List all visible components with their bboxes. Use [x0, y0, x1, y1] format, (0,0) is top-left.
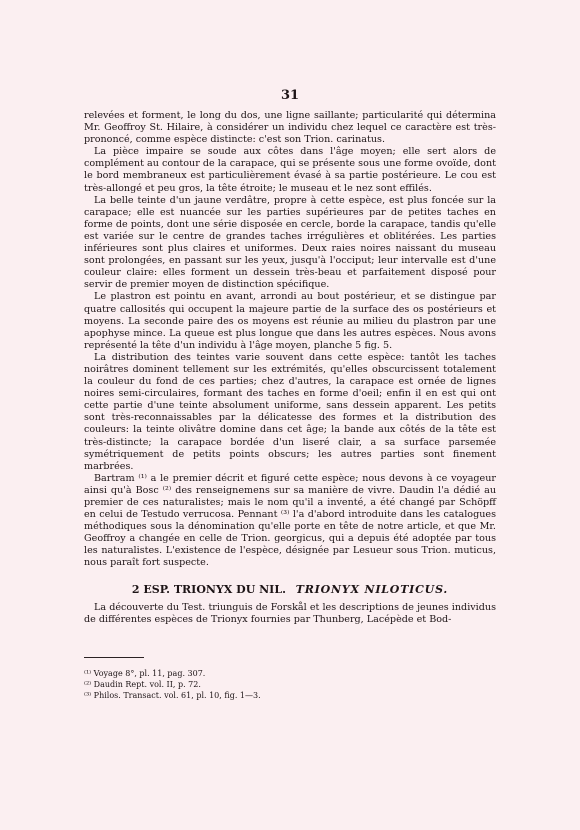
paragraph-1: relevées et forment, le long du dos, une ligne saillante; particularité qui détermina Mr. Geoffroy St. Hilaire, à considérer un individu chez lequel ce caractère est très-prononcé, comme espèce distincte: c'est son Trion. carinatus.: [84, 110, 496, 146]
footnote-2: ⁽²⁾ Daudin Rept. vol. II, p. 72.: [84, 680, 201, 689]
paragraph-3: La belle teinte d'un jaune verdâtre, propre à cette espèce, est plus foncée sur la carapace; elle est nuancée sur les parties supérieures par de petites taches en forme de points, dont une série disposée en cercle, borde la carapace, tandis qu'elle est variée sur le centre de grandes taches irrégulières et oblitérées. Les parties inférieures sont plus claires et uniformes. Deux raies noires naissant du museau sont prolongées, en passant sur les yeux, jusqu'à l'occiput; leur intervalle est d'une couleur claire: elles forment un dessein très-beau et parfaitement disposé pour servir de premier moyen de distinction spécifique.: [84, 194, 496, 291]
paragraph-final: La découverte du Test. triunguis de Forskål et les descriptions de jeunes individus de différentes espèces de Trionyx fournies par Thunberg, Lacépède et Bod-: [84, 601, 496, 625]
paragraph-2: La pièce impaire se soude aux côtes dans l'âge moyen; elle sert alors de complément au contour de la carapace, qui se présente sous une forme ovoïde, dont le bord membraneux est particulièrement évasé à sa partie postérieure. Le cou est très-allongé et peu gros, la tête étroite; le museau et le nez sont effilés.: [84, 146, 496, 194]
section-heading-latin: TRIONYX NILOTICUS.: [295, 582, 449, 596]
footnote-1: ⁽¹⁾ Voyage 8°, pl. 11, pag. 307.: [84, 669, 206, 678]
section-heading: [84, 584, 496, 596]
footnotes: [84, 668, 496, 701]
paragraph-4: Le plastron est pointu en avant, arrondi au bout postérieur, et se distingue par quatre callosités qui occupent la majeure partie de la surface des os postérieurs et moyens. La seconde paire des os moyens est réunie au milieu du plastron par une apophyse mince. La queue est plus longue que dans les autres espèces. Nous avons représenté la tête d'un individu à l'âge moyen, planche 5 fig. 5.: [84, 291, 496, 351]
paragraph-5: La distribution des teintes varie souvent dans cette espèce: tantôt les taches noirâtres dominent tellement sur les extrémités, qu'elles obscurcissent totalement la couleur du fond de ces parties; chez d'autres, la carapace est ornée de lignes noires semi-circulaires, formant des taches en forme d'oeil; enfin il en est qui ont cette partie d'une teinte absolument uniforme, sans dessein apparent. Les petits sont très-reconnaissables par la délicatesse des formes et la distribution des couleurs: la teinte olivâtre domine dans cet âge; la bande aux côtés de la tête est très-distincte; la carapace bordée d'un liseré clair, a sa surface parsemée symétriquement de petits points obscurs; les autres parties sont finement marbrées.: [84, 351, 496, 472]
section-heading-number: 2 ESP. TRIONYX DU NIL.: [131, 582, 286, 596]
page-number: 31: [280, 88, 300, 103]
main-text: [84, 110, 496, 626]
paragraph-6: Bartram ⁽¹⁾ a le premier décrit et figuré cette espèce; nous devons à ce voyageur ainsi qu'à Bosc ⁽²⁾ des renseignemens sur sa manière de vivre. Daudin l'a dédié au premier de ces naturalistes; mais le nom qu'il a inventé, a été changé par Schöpff en celui de Testudo verrucosa. Pennant ⁽³⁾ l'a d'abord introduite dans les catalogues méthodiques sous la dénomination qu'elle porte en tête de notre article, et que Mr. Geoffroy a changée en celle de Trion. georgicus, qui a depuis été adoptée par tous les naturalistes. L'existence de l'espèce, désignée par Lesueur sous Trion. muticus, nous paraît fort suspecte.: [84, 472, 496, 569]
footnote-3: ⁽³⁾ Philos. Transact. vol. 61, pl. 10, fig. 1—3.: [84, 691, 261, 700]
footnote-rule: [84, 657, 144, 658]
